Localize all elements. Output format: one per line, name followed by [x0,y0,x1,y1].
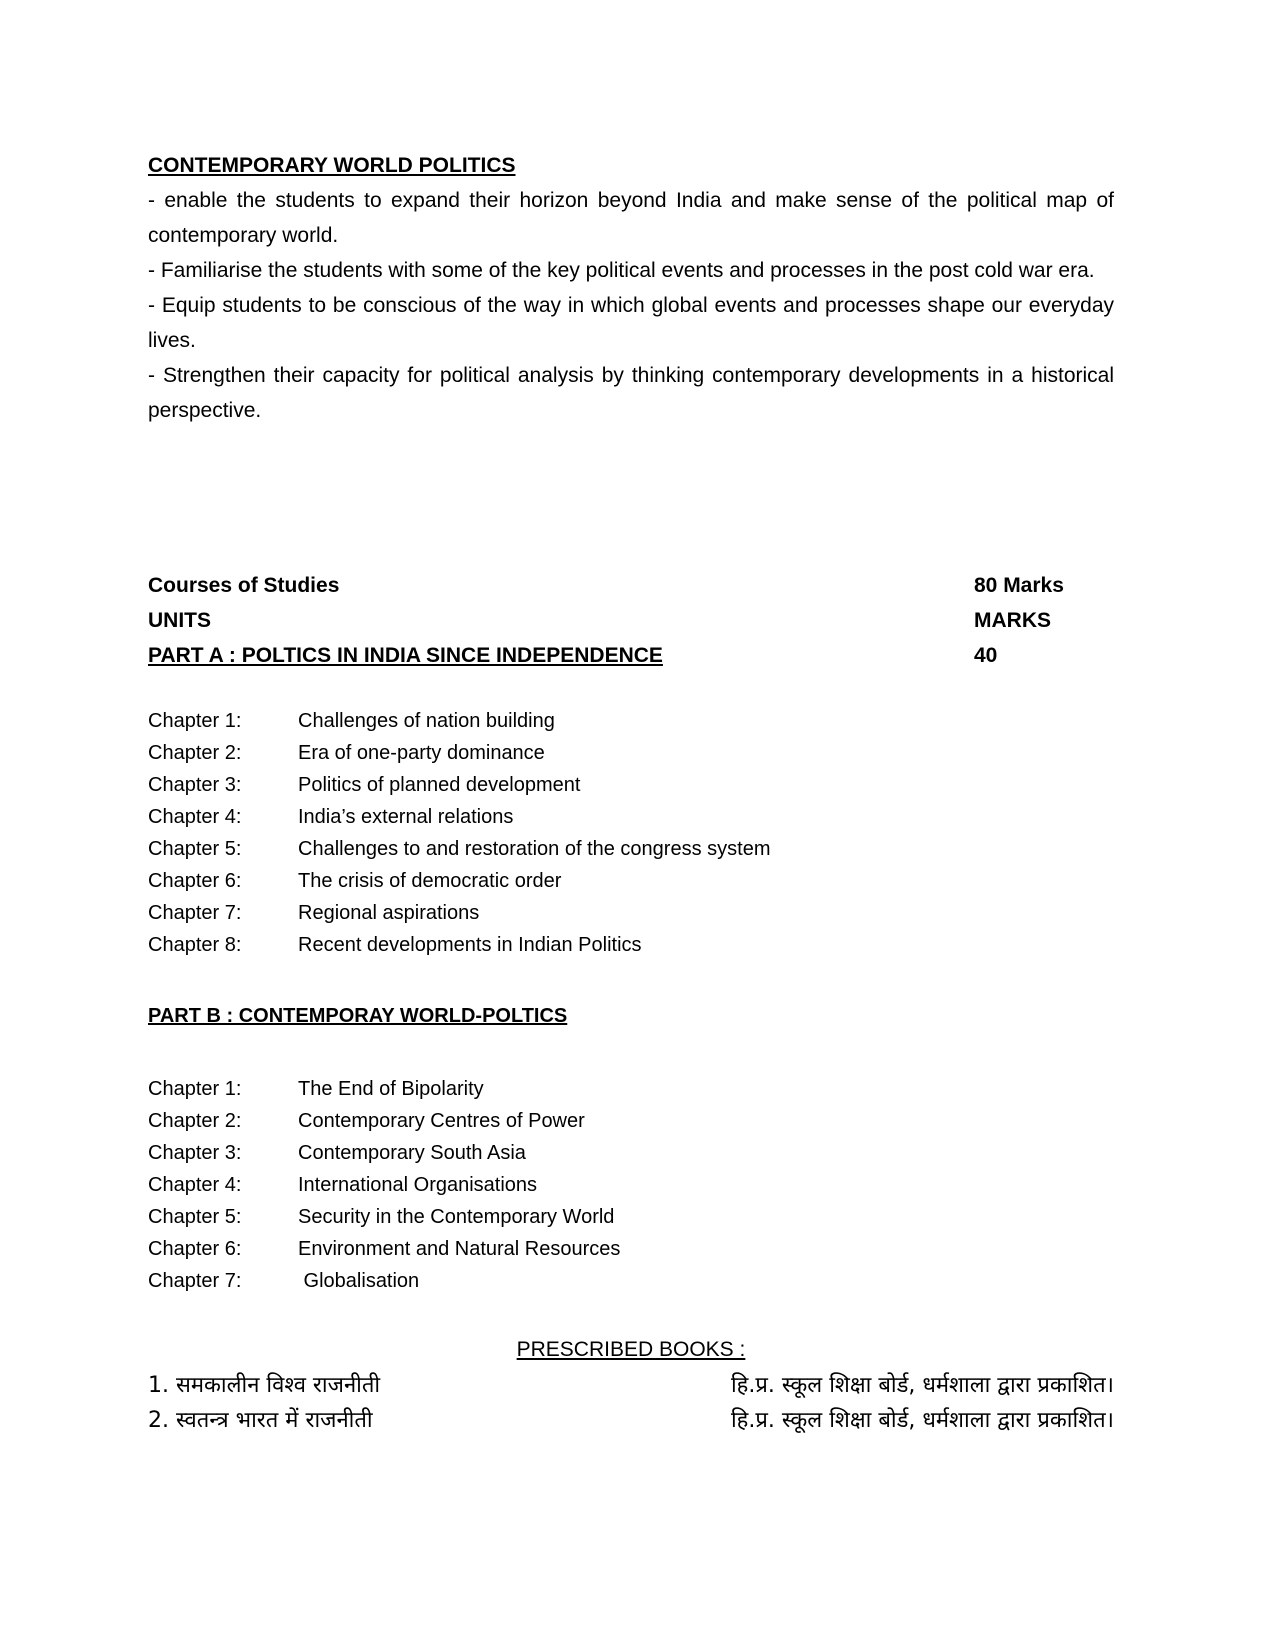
list-item: Chapter 1: The End of Bipolarity [148,1078,484,1100]
total-marks: 80 Marks [974,574,1064,597]
list-item [148,1368,1114,1403]
book-publisher: हि.प्र. स्कूल शिक्षा बोर्ड, धर्मशाला द्वारा प्रकाशित। [730,1408,1114,1433]
section-heading: CONTEMPORARY WORLD POLITICS [148,154,516,177]
objective-3: - Equip students to be conscious of the way in which global events and processes shape our everyday lives. [148,294,1114,352]
list-item: Chapter 7: Regional aspirations [148,902,480,924]
document-page [148,148,1114,1433]
part-b-chapter-list [148,1073,620,1297]
part-a-title: PART A : POLTICS IN INDIA SINCE INDEPENDENCE [148,644,663,667]
marks-label: MARKS [974,609,1051,632]
list-item: Chapter 2: Era of one-party dominance [148,742,545,764]
list-item: Chapter 3: Contemporary South Asia [148,1142,526,1164]
courses-label: Courses of Studies [148,574,340,597]
list-item: Chapter 2: Contemporary Centres of Power [148,1110,585,1132]
units-label: UNITS [148,609,211,632]
objective-4: - Strengthen their capacity for political analysis by thinking contemporary developments in a historical perspective. [148,364,1114,422]
list-item: Chapter 8: Recent developments in Indian Politics [148,934,642,956]
prescribed-books-list [148,1368,1114,1438]
courses-row [148,568,1114,603]
book-title: 2. स्वतन्त्र भारत में राजनीती [148,1408,373,1433]
list-item: Chapter 6: The crisis of democratic order [148,870,562,892]
prescribed-books-heading: PRESCRIBED BOOKS : [516,1338,746,1361]
list-item: Chapter 7: Globalisation [148,1270,420,1292]
objective-1: - enable the students to expand their horizon beyond India and make sense of the political map of contemporary world. [148,189,1114,247]
objectives-section [148,148,1114,428]
part-a-chapter-list [148,705,770,961]
list-item [148,1403,1114,1438]
part-a-row [148,638,1114,673]
part-b-title: PART B : CONTEMPORAY WORLD-POLTICS [148,1005,568,1027]
book-publisher: हि.प्र. स्कूल शिक्षा बोर्ड, धर्मशाला द्वारा प्रकाशित। [730,1373,1114,1398]
list-item: Chapter 3: Politics of planned development [148,774,581,796]
list-item: Chapter 4: International Organisations [148,1174,538,1196]
list-item: Chapter 4: India’s external relations [148,806,514,828]
objective-2: - Familiarise the students with some of the key political events and processes in the post cold war era. [148,259,1095,282]
list-item: Chapter 1: Challenges of nation building [148,710,555,732]
list-item: Chapter 6: Environment and Natural Resources [148,1238,621,1260]
list-item: Chapter 5: Challenges to and restoration of the congress system [148,838,771,860]
courses-header [148,568,1114,673]
units-row [148,603,1114,638]
list-item: Chapter 5: Security in the Contemporary World [148,1206,615,1228]
book-title: 1. समकालीन विश्व राजनीती [148,1373,381,1398]
part-a-marks: 40 [974,644,998,667]
